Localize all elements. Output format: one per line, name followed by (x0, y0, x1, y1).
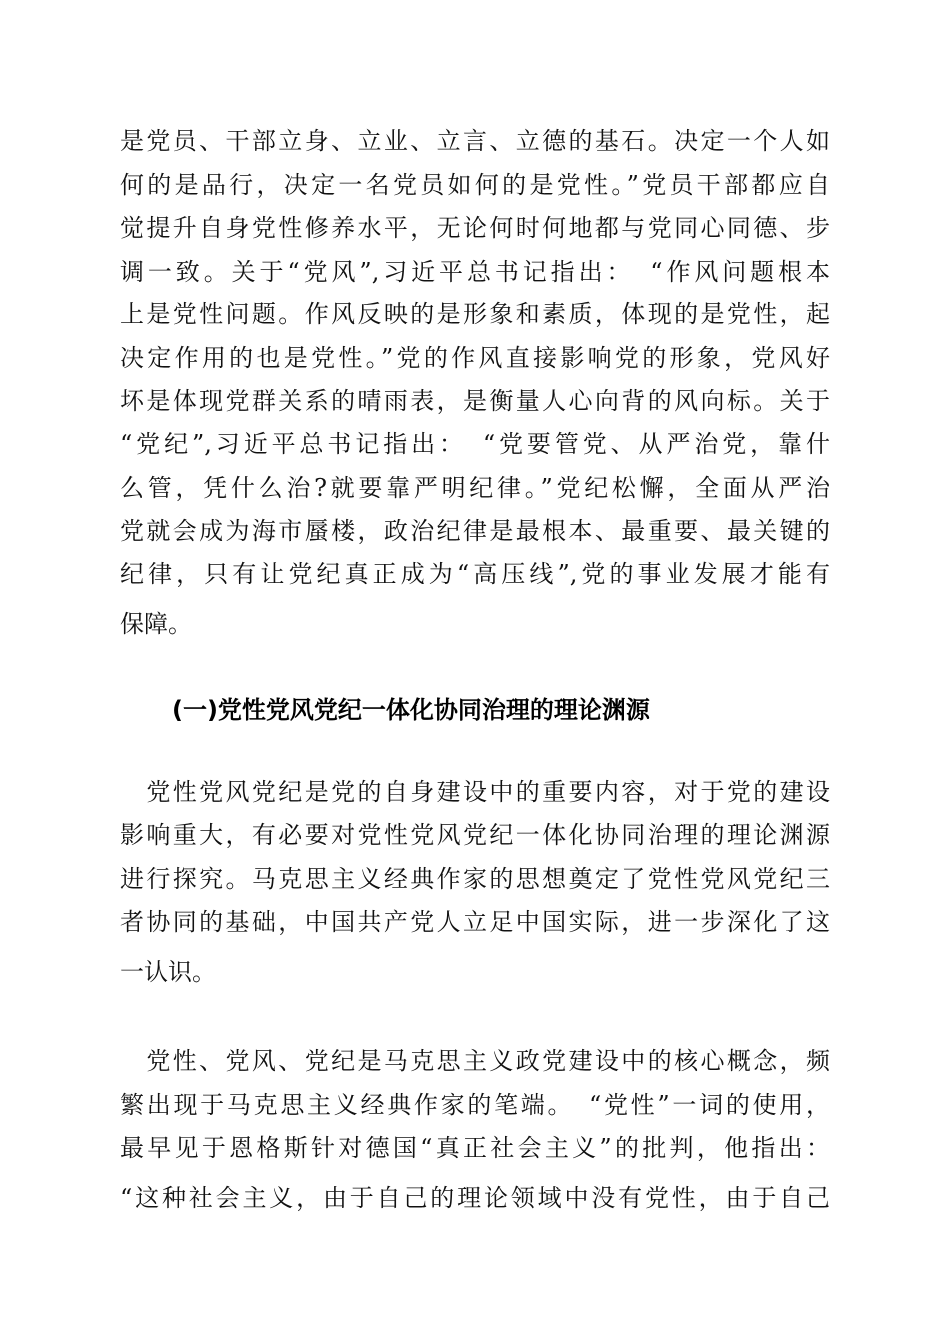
paragraph-1-line-2: 何的是品行，决定一名党员如何的是党性。”党员干部都应自 (120, 171, 830, 199)
paragraph-2-line-5: 一认识。 (120, 958, 216, 986)
paragraph-1-line-3: 觉提升自身党性修养水平，无论何时何地都与党同心同德、步 (120, 214, 830, 242)
paragraph-3-line-4: “这种社会主义，由于自己的理论领域中没有党性，由于自己 (120, 1184, 830, 1212)
paragraph-1-line-7: 坏是体现党群关系的晴雨表，是衡量人心向背的风向标。关于 (120, 387, 830, 415)
paragraph-3-line-2: 繁出现于马克思主义经典作家的笔端。 “党性”一词的使用， (120, 1091, 830, 1119)
paragraph-2-line-4: 者协同的基础，中国共产党人立足中国实际，进一步深化了这 (120, 908, 830, 936)
paragraph-1-line-1: 是党员、干部立身、立业、立言、立德的基石。决定一个人如 (120, 127, 830, 155)
paragraph-3-line-3: 最早见于恩格斯针对德国“真正社会主义”的批判，他指出： (120, 1134, 830, 1162)
paragraph-1-line-11: 纪律，只有让党纪真正成为“高压线”,党的事业发展才能有 (120, 560, 830, 588)
paragraph-2-line-3: 进行探究。马克思主义经典作家的思想奠定了党性党风党纪三 (120, 865, 830, 893)
paragraph-1-line-4: 调一致。关于“党风”,习近平总书记指出： “作风问题根本 (120, 258, 830, 286)
paragraph-1-line-9: 么管，凭什么治?就要靠严明纪律。”党纪松懈，全面从严治 (120, 474, 830, 502)
paragraph-1-line-10: 党就会成为海市蜃楼，政治纪律是最根本、最重要、最关键的 (120, 517, 830, 545)
section-heading: (一)党性党风党纪一体化协同治理的理论渊源 (172, 696, 650, 724)
paragraph-1-line-12: 保障。 (120, 610, 192, 638)
paragraph-1-line-5: 上是党性问题。作风反映的是形象和素质，体现的是党性，起 (120, 300, 830, 328)
paragraph-2-line-1: 党性党风党纪是党的自身建设中的重要内容，对于党的建设 (120, 778, 830, 806)
paragraph-2-line-2: 影响重大，有必要对党性党风党纪一体化协同治理的理论渊源 (120, 821, 830, 849)
paragraph-1-line-8: “党纪”,习近平总书记指出： “党要管党、从严治党，靠什 (120, 430, 830, 458)
paragraph-1-line-6: 决定作用的也是党性。”党的作风直接影响党的形象，党风好 (120, 344, 830, 372)
paragraph-3-line-1: 党性、党风、党纪是马克思主义政党建设中的核心概念，频 (120, 1047, 830, 1075)
